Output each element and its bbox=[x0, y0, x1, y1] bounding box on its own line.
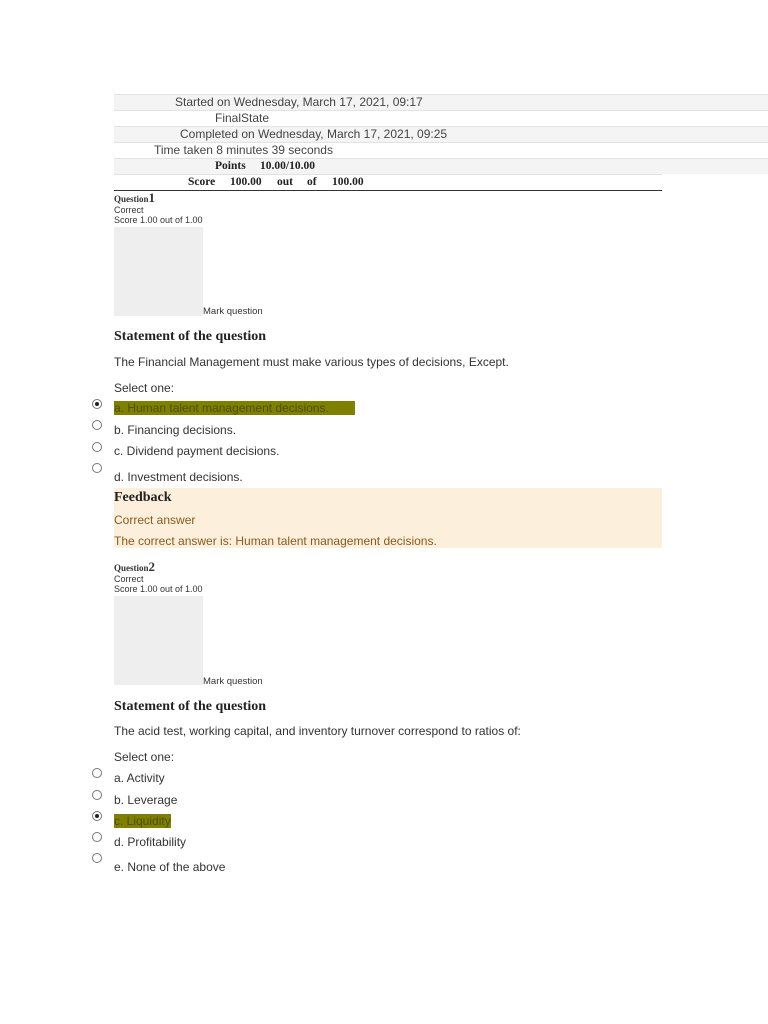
question-1-info bbox=[114, 190, 203, 226]
started-text: Started on Wednesday, March 17, 2021, 09:17 bbox=[175, 95, 423, 109]
feedback-title: Feedback bbox=[114, 490, 172, 505]
quiz-summary bbox=[114, 94, 768, 191]
score-of: of bbox=[307, 176, 317, 188]
question-2-select-one: Select one: bbox=[114, 750, 175, 764]
question-2-option-c[interactable]: c. Liquidity bbox=[114, 814, 171, 828]
question-1-option-a[interactable]: a. Human talent management decisions. bbox=[114, 401, 355, 415]
time-taken-text: Time taken 8 minutes 39 seconds bbox=[154, 143, 333, 157]
summary-started-row bbox=[114, 94, 768, 110]
question-1-option-b-radio[interactable] bbox=[92, 420, 102, 430]
question-1-flag-box[interactable] bbox=[114, 227, 203, 316]
question-1-option-c-radio[interactable] bbox=[92, 442, 102, 452]
question-2-statement: The acid test, working capital, and inventory turnover correspond to ratios of: bbox=[114, 724, 521, 738]
score-value: 100.00 bbox=[230, 176, 262, 188]
question-2-score: Score 1.00 out of 1.00 bbox=[114, 584, 203, 594]
completed-text: Completed on Wednesday, March 17, 2021, 09:25 bbox=[180, 127, 448, 141]
points-value: 10.00/10.00 bbox=[260, 160, 315, 172]
question-2-option-c-radio[interactable] bbox=[92, 811, 102, 821]
question-1-option-b[interactable]: b. Financing decisions. bbox=[114, 423, 237, 437]
question-2-number: Question2 bbox=[114, 559, 156, 574]
question-1-statement: The Financial Management must make various types of decisions, Except. bbox=[114, 355, 509, 369]
feedback-correct-answer: The correct answer is: Human talent management decisions. bbox=[114, 534, 437, 548]
question-2-info bbox=[114, 559, 203, 595]
question-1-option-d-radio[interactable] bbox=[92, 463, 102, 473]
summary-time-row bbox=[114, 142, 768, 158]
question-2-mark-link[interactable]: Mark question bbox=[203, 676, 263, 687]
score-out: out bbox=[277, 176, 293, 188]
summary-score-row bbox=[114, 174, 662, 191]
question-2-option-d-radio[interactable] bbox=[92, 832, 102, 842]
question-2-option-e[interactable]: e. None of the above bbox=[114, 860, 226, 874]
question-1-option-a-radio[interactable] bbox=[92, 399, 102, 409]
question-1-status: Correct bbox=[114, 204, 144, 215]
question-1-feedback bbox=[114, 488, 662, 548]
score-label: Score bbox=[188, 176, 216, 188]
question-2-flag-box[interactable] bbox=[114, 596, 203, 685]
state-text: FinalState bbox=[215, 111, 270, 125]
question-1-option-c[interactable]: c. Dividend payment decisions. bbox=[114, 444, 280, 458]
summary-points-row bbox=[114, 158, 768, 174]
question-1-mark-link[interactable]: Mark question bbox=[203, 306, 263, 317]
question-1-option-d[interactable]: d. Investment decisions. bbox=[114, 470, 243, 484]
question-2-statement-title: Statement of the question bbox=[114, 699, 267, 714]
question-2-status: Correct bbox=[114, 573, 144, 584]
question-1-score: Score 1.00 out of 1.00 bbox=[114, 215, 203, 225]
summary-state-row bbox=[114, 110, 768, 126]
score-max: 100.00 bbox=[332, 176, 364, 188]
summary-completed-row bbox=[114, 126, 768, 142]
question-2-option-a-radio[interactable] bbox=[92, 768, 102, 778]
feedback-result: Correct answer bbox=[114, 513, 196, 527]
question-2-option-e-radio[interactable] bbox=[92, 853, 102, 863]
points-label: Points bbox=[215, 160, 246, 172]
question-2-option-d[interactable]: d. Profitability bbox=[114, 835, 187, 849]
question-2-option-b[interactable]: b. Leverage bbox=[114, 793, 178, 807]
question-1-number: Question1 bbox=[114, 190, 156, 205]
question-2-option-b-radio[interactable] bbox=[92, 790, 102, 800]
question-1-statement-title: Statement of the question bbox=[114, 329, 267, 344]
question-2-option-a[interactable]: a. Activity bbox=[114, 771, 165, 785]
question-1-select-one: Select one: bbox=[114, 381, 175, 395]
